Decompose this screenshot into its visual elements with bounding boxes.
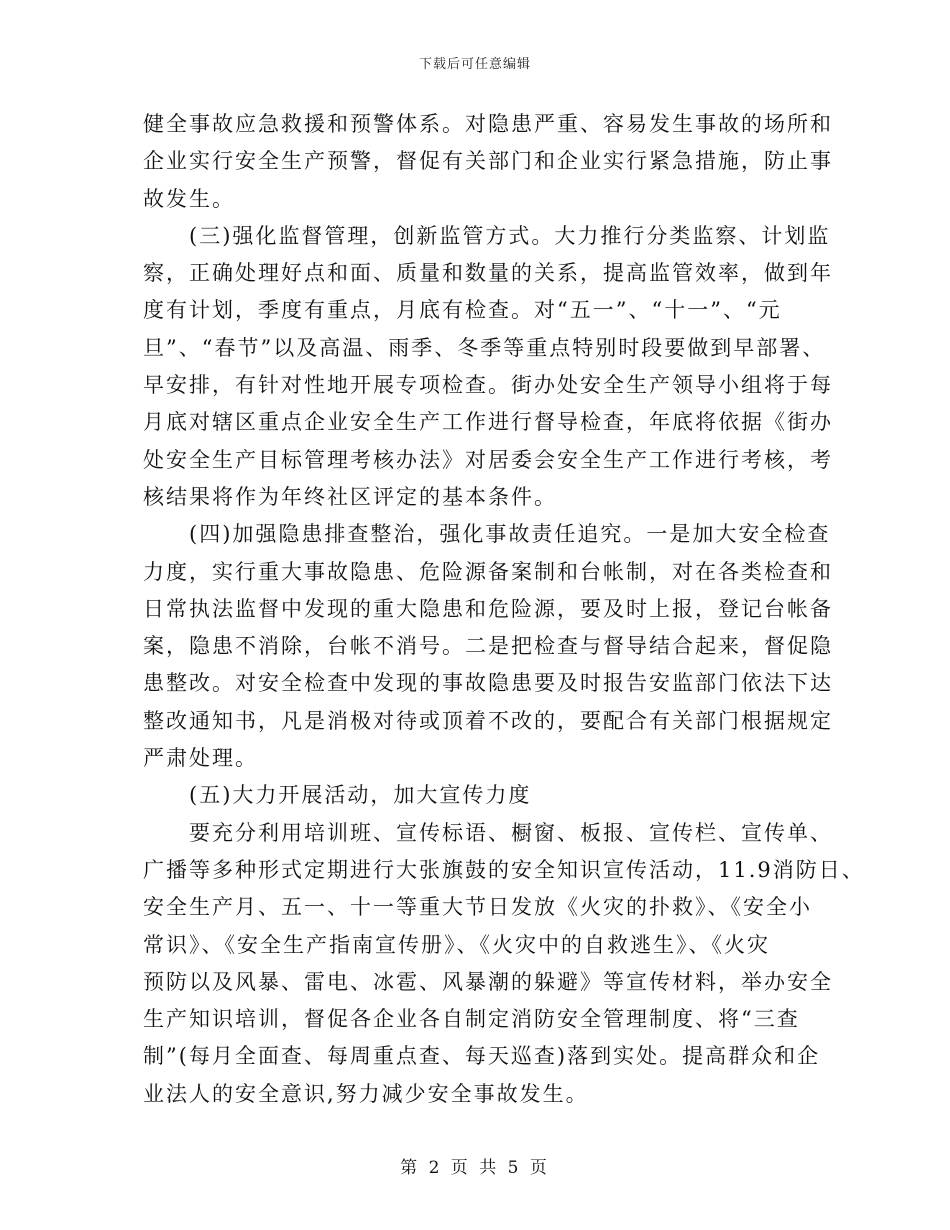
text-line: 要充分利用培训班、宣传标语、橱窗、板报、宣传栏、宣传单、 (143, 820, 833, 845)
text-line: 力度，实行重大事故隐患、危险源备案制和台帐制，对在各类检查和 (143, 559, 833, 584)
text-line: 处安全生产目标管理考核办法》对居委会安全生产工作进行考核，考 (143, 447, 833, 472)
page-header-note: 下载后可任意编辑 (418, 57, 531, 72)
text-line: 月底对辖区重点企业安全生产工作进行督导检查，年底将依据《街办 (143, 410, 833, 435)
section-heading-line: (四)加强隐患排查整治，强化事故责任追究。一是加大安全检查 (143, 522, 831, 547)
text-line: 预防以及风暴、雷电、冰雹、风暴潮的躲避》等宣传材料，举办安全 (143, 969, 833, 994)
text-line: 企业实行安全生产预警，督促有关部门和企业实行紧急措施，防止事 (143, 149, 833, 174)
text-line: 日常执法监督中发现的重大隐患和危险源，要及时上报，登记台帐备 (143, 596, 833, 621)
text-line: 早安排，有针对性地开展专项检查。街办处安全生产领导小组将于每 (143, 373, 833, 398)
text-line: 健全事故应急救援和预警体系。对隐患严重、容易发生事故的场所和 (143, 112, 833, 136)
section-heading-line: (三)强化监督管理，创新监管方式。大力推行分类监察、计划监 (143, 223, 831, 248)
section-heading-line: (五)大力开展活动，加大宣传力度 (143, 783, 532, 808)
text-line: 业法人的安全意识,努力减少安全事故发生。 (143, 1081, 589, 1106)
document-body (143, 106, 865, 1113)
text-line: 整改通知书，凡是消极对待或顶着不改的，要配合有关部门根据规定 (143, 708, 833, 733)
text-line: 生产知识培训，督促各企业各自制定消防安全管理制度、将“三查 (143, 1007, 800, 1032)
text-line: 旦”、“春节”以及高温、雨季、冬季等重点特别时段要做到早部署、 (143, 335, 826, 360)
text-line: 故发生。 (143, 186, 235, 211)
text-line: 严肃处理。 (143, 746, 258, 771)
text-line: 安全生产月、五一、十一等重大节日发放《火灾的扑救》、《安全小 (143, 895, 812, 920)
text-line: 常识》、《安全生产指南宣传册》、《火灾中的自救逃生》、《火灾 (143, 932, 770, 957)
text-line: 制”(每月全面查、每周重点查、每天巡查)落到实处。提高群众和企 (143, 1044, 821, 1069)
text-line: 广播等多种形式定期进行大张旗鼓的安全知识宣传活动，11.9消防日、 (143, 857, 865, 882)
text-line: 核结果将作为年终社区评定的基本条件。 (143, 484, 557, 509)
text-line: 度有计划，季度有重点，月底有检查。对“五一”、“十一”、“元 (143, 298, 782, 323)
text-line: 案，隐患不消除，台帐不消号。二是把检查与督导结合起来，督促隐 (143, 634, 833, 659)
text-line: 患整改。对安全检查中发现的事故隐患要及时报告安监部门依法下达 (143, 671, 833, 696)
text-line: 察，正确处理好点和面、质量和数量的关系，提高监管效率，做到年 (143, 261, 833, 286)
page-number-footer: 第 2 页 共 5 页 (400, 1158, 550, 1178)
